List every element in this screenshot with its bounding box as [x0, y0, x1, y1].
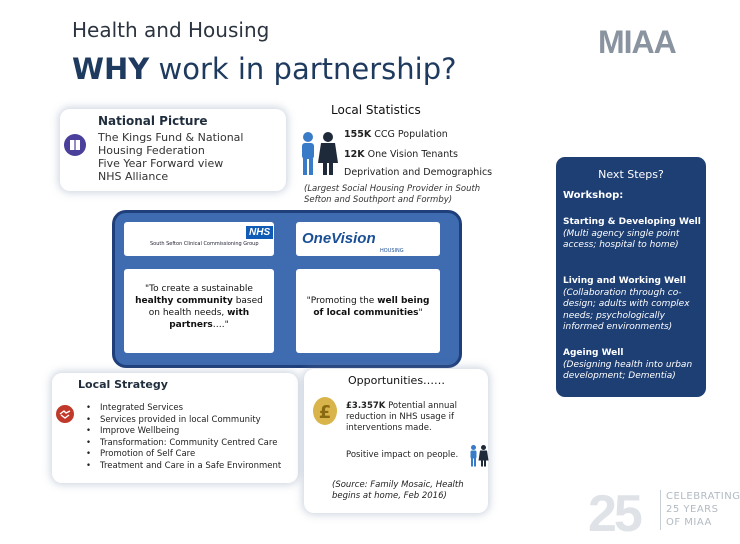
stat-value: 155K: [344, 129, 372, 140]
svg-text:£: £: [318, 402, 332, 423]
list-item: • Improve Wellbeing: [86, 426, 281, 438]
next-step-item: [563, 276, 703, 334]
badge-line: OF MIAA: [666, 517, 712, 528]
anniversary-badge-text: [666, 490, 740, 529]
saving-value: £3.357K: [346, 401, 386, 411]
ccg-population-stat: [344, 129, 448, 140]
title-bold: WHY: [72, 52, 150, 86]
opportunities-source: (Source: Family Mosaic, Health begins at home, Feb 2016): [332, 480, 464, 501]
local-strategy-list: [86, 403, 281, 473]
list-item: • Treatment and Care in a Safe Environment: [86, 461, 281, 473]
pound-coin-icon: [312, 396, 338, 426]
opportunities-title: Opportunities……: [348, 374, 446, 387]
book-icon: [64, 134, 86, 156]
opportunity-impact: Positive impact on people.: [346, 450, 459, 460]
anniversary-badge-number: 25: [588, 485, 640, 543]
deprivation-stat: Deprivation and Demographics: [344, 167, 493, 178]
onevision-logo: OneVision: [302, 230, 376, 247]
opportunity-saving: [346, 401, 474, 434]
list-item: • Promotion of Self Care: [86, 449, 281, 461]
title-rest: work in partnership?: [149, 52, 457, 86]
quote-text: "To create a sustainable: [145, 284, 253, 294]
next-step-item: [563, 348, 703, 383]
national-picture-line: NHS Alliance: [98, 170, 169, 183]
handshake-icon: [56, 405, 74, 423]
next-step-heading: Starting & Developing Well: [563, 217, 701, 227]
quote-text: ": [418, 308, 423, 318]
onevision-quote: [300, 295, 436, 319]
national-picture-line: The Kings Fund & National: [98, 131, 244, 144]
quote-bold: with partners: [169, 308, 250, 330]
local-statistics-note: (Largest Social Housing Provider in South Sefton and Southport and Formby): [304, 184, 481, 205]
workshop-label: Workshop:: [563, 190, 624, 201]
nhs-logo: NHS: [246, 226, 273, 239]
local-statistics-title: Local Statistics: [331, 103, 421, 117]
local-strategy-title: Local Strategy: [78, 378, 168, 391]
people-icon: [297, 131, 341, 181]
quote-text: based on health needs,: [148, 296, 263, 318]
next-step-item: [563, 217, 703, 252]
people-icon: [468, 441, 490, 475]
nhs-org-name: South Sefton Clinical Commissioning Group: [150, 241, 259, 247]
quote-text: ….": [212, 320, 229, 330]
next-step-detail: (Collaboration through co-design; adults with complex needs; psychologically informed environments): [563, 287, 690, 332]
badge-line: CELEBRATING: [666, 491, 740, 502]
onevision-logo-sub: HOUSING: [380, 248, 404, 254]
list-item: • Transformation: Community Centred Care: [86, 438, 281, 450]
national-picture-line: Housing Federation: [98, 144, 205, 157]
next-step-detail: (Designing health into urban development; Dementia): [563, 359, 693, 381]
next-steps-title: Next Steps?: [598, 168, 664, 181]
list-item: • Integrated Services: [86, 403, 281, 415]
badge-divider: [660, 490, 661, 530]
next-step-heading: Living and Working Well: [563, 276, 686, 286]
national-picture-list: [98, 131, 243, 183]
quote-bold: well being of local communities: [313, 296, 430, 318]
quote-text: "Promoting the: [306, 296, 378, 306]
badge-line: 25 YEARS: [666, 504, 719, 515]
stat-label: One Vision Tenants: [364, 149, 458, 160]
list-item: • Services provided in local Community: [86, 415, 281, 427]
tenants-stat: [344, 149, 458, 160]
stat-label: CCG Population: [371, 129, 448, 140]
national-picture-title: National Picture: [98, 114, 208, 128]
saving-label: Potential annual reduction in NHS usage if interventions made.: [346, 401, 457, 433]
miaa-logo: MIAA: [598, 24, 676, 60]
national-picture-line: Five Year Forward view: [98, 157, 224, 170]
next-step-heading: Ageing Well: [563, 348, 624, 358]
stat-value: 12K: [344, 149, 365, 160]
quote-bold: healthy community: [135, 296, 233, 306]
nhs-quote: [134, 283, 264, 331]
next-step-detail: (Multi agency single point access; hospital to home): [563, 228, 680, 250]
page-subtitle: Health and Housing: [72, 18, 270, 42]
page-title: [72, 52, 457, 86]
